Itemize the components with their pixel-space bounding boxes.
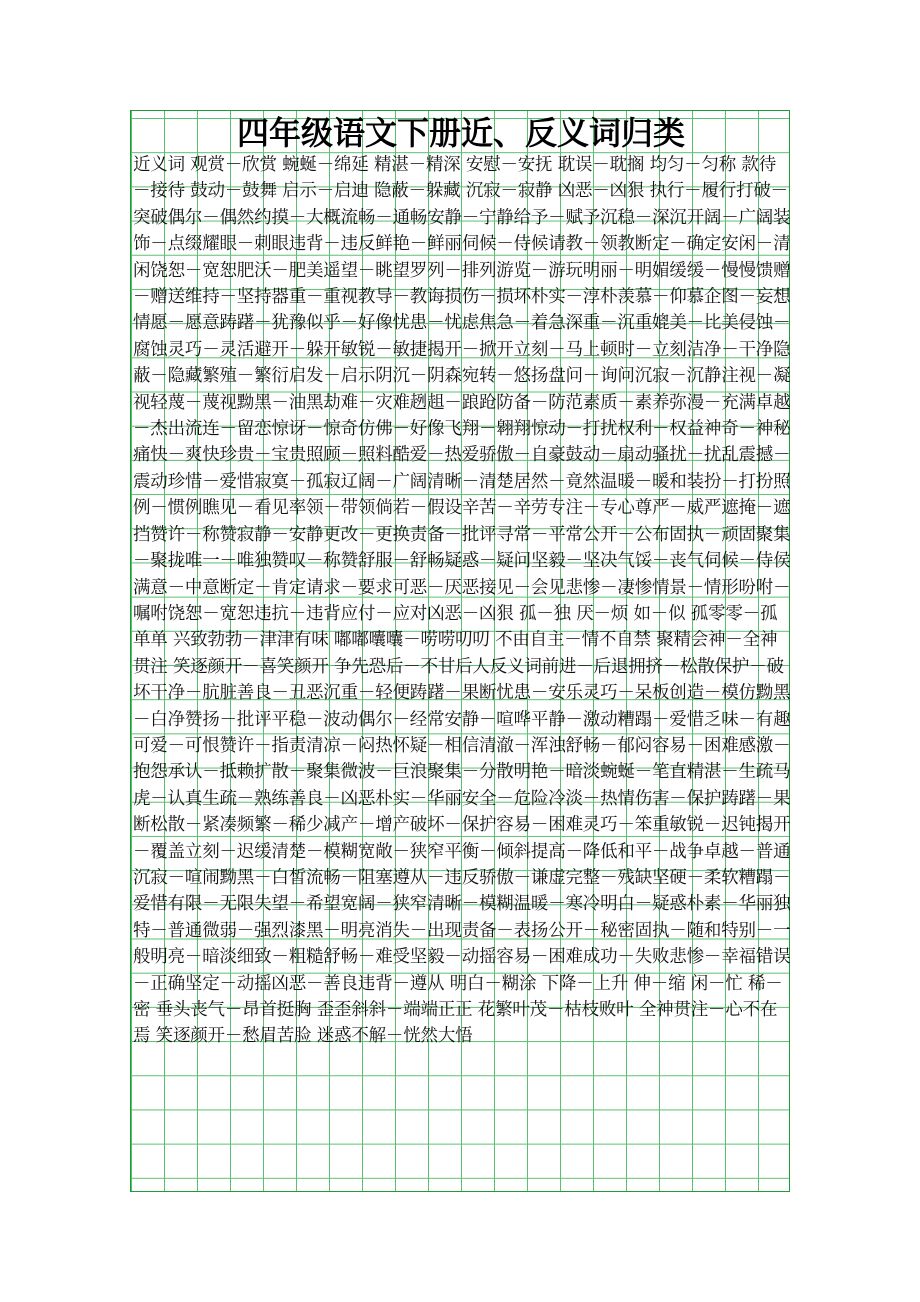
grid-paper [130, 110, 790, 1192]
page-title: 四年级语文下册近、反义词归类 [236, 114, 685, 152]
word-list-text: 近义词 观赏－欣赏 蜿蜒－绵延 精湛－精深 安慰－安抚 耽误－耽搁 均匀－匀称 款待－接待 鼓动－鼓舞 启示－启迪 隐蔽－躲藏 沉寂－寂静 凶恶－凶狠 执行－履行打破－突破偶尔－偶然约摸－大概流畅－通畅安静－宁静给予－赋予沉稳－深沉开阔－广阔装饰－点缀耀眼－刺眼违背－违反鲜艳－鲜丽伺候－侍候请教－领教断定－确定安闲－清闲饶恕－宽恕肥沃－肥美遥望－眺望罗列－排列游览－游玩明丽－明媚缓缓－慢慢馈赠－赠送维持－坚持器重－重视教导－教诲损伤－损坏朴实－淳朴羡慕－仰慕企图－妄想情愿－愿意踌躇－犹豫似乎－好像忧患－忧虑焦急－着急深重－沉重媲美－比美侵蚀－腐蚀灵巧－灵活避开－躲开敏锐－敏捷揭开－掀开立刻－马上顿时－立刻洁净－干净隐蔽－隐藏繁殖－繁衍启发－启示阴沉－阴森宛转－悠扬盘问－询问沉寂－沉静注视－凝视轻蔑－蔑视黝黑－油黑劫难－灾难趔趄－踉跄防备－防范素质－素养弥漫－充满卓越－杰出流连－留恋惊讶－惊奇仿佛－好像飞翔－翱翔惊动－打扰权利－权益神奇－神秘痛快－爽快珍贵－宝贵照顾－照料酷爱－热爱骄傲－自豪鼓动－扇动骚扰－扰乱震撼－震动珍惜－爱惜寂寞－孤寂辽阔－广阔清晰－清楚居然－竟然温暖－暖和装扮－打扮照例－惯例瞧见－看见率领－带领倘若－假设辛苦－辛劳专注－专心尊严－威严遮掩－遮挡赞许－称赞寂静－安静更改－更换责备－批评寻常－平常公开－公布固执－顽固聚集－聚拢唯一－唯独赞叹－称赞舒服－舒畅疑惑－疑问坚毅－坚决气馁－丧气伺候－侍侯满意－中意断定－肯定请求－要求可恶－厌恶接见－会见悲惨－凄惨情景－情形吩咐－嘱咐饶恕－宽恕违抗－违背应付－应对凶恶－凶狠 孤－独 厌－烦 如－似 孤零零－孤单单 兴致勃勃－津津有味 嘟嘟囔囔－唠唠叨叨 不由自主－情不自禁 聚精会神－全神贯注 笑逐颜开－喜笑颜开 争先恐后－不甘后人反义词前进－后退拥挤－松散保护－破坏干净－肮脏善良－丑恶沉重－轻便踌躇－果断忧患－安乐灵巧－呆板创造－模仿黝黑－白净赞扬－批评平稳－波动偶尔－经常安静－喧哗平静－激动糟蹋－爱惜乏味－有趣可爱－可恨赞许－指责清凉－闷热怀疑－相信清澈－浑浊舒畅－郁闷容易－困难感激－抱怨承认－抵赖扩散－聚集微波－巨浪聚集－分散明艳－暗淡蜿蜒－笔直精湛－生疏马虎－认真生疏－熟练善良－凶恶朴实－华丽安全－危险冷淡－热情伤害－保护踌躇－果断松散－紧凑频繁－稀少减产－增产破坏－保护容易－困难灵巧－笨重敏锐－迟钝揭开－覆盖立刻－迟缓清楚－模糊宽敞－狭窄平衡－倾斜提高－降低和平－战争卓越－普通沉寂－喧闹黝黑－白皙流畅－阻塞遵从－违反骄傲－谦虚完整－残缺坚硬－柔软糟蹋－爱惜有限－无限失望－希望宽阔－狭窄清晰－模糊温暖－寒冷明白－疑惑朴素－华丽独特－普通微弱－强烈漆黑－明亮消失－出现责备－表扬公开－秘密固执－随和特别－一般明亮－暗淡细致－粗糙舒畅－难受坚毅－动摇容易－困难成功－失败悲惨－幸福错误－正确坚定－动摇凶恶－善良违背－遵从 明白－糊涂 下降－上升 伸－缩 闲－忙 稀－密 垂头丧气－昂首挺胸 歪歪斜斜－端端正正 花繁叶茂－枯枝败叶 全神贯注－心不在焉 笑逐颜开－愁眉苦脸 迷惑不解－恍然大悟 [133, 155, 791, 1047]
